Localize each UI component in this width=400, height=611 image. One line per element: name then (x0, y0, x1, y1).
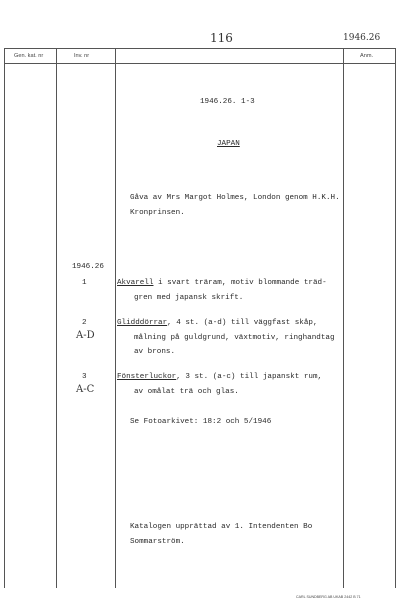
item-2-line-1 (117, 319, 318, 327)
item-2-line-1-rest: , 4 st. (a-d) till väggfast skåp, (167, 319, 318, 327)
column-divider-3 (343, 48, 344, 588)
heading-country: JAPAN (217, 140, 240, 148)
item-1-name: Akvarell (117, 279, 154, 287)
item-3-annotation: A-C (76, 384, 95, 395)
item-2-name: Glidddörrar (117, 319, 168, 327)
column-header-anm: Anm. (360, 53, 374, 59)
right-border-line (395, 48, 396, 588)
item-1-line-1-rest: i svart träram, motiv blommande träd- (153, 279, 327, 287)
printer-imprint: CARL SUNDBERG AB UKAB 2442 B 71 (296, 595, 361, 599)
item-1-number: 1 (82, 279, 87, 287)
item-3-number: 3 (82, 373, 87, 381)
photo-archive-reference: Se Fotoarkivet: 18:2 och 5/1946 (130, 418, 272, 426)
item-3-line-1 (117, 373, 322, 381)
item-3-line-1-rest: , 3 st. (a-c) till japanskt rum, (176, 373, 323, 381)
heading-number: 1946.26. 1-3 (200, 98, 255, 106)
gift-line-1: Gåva av Mrs Margot Holmes, London genom H.K.H. (130, 194, 340, 202)
item-2-line-2: målning på guldgrund, växtmotiv, ringhandtag (134, 334, 335, 342)
column-header-gen-kat: Gen. kat. nr (14, 53, 44, 59)
gift-line-2: Kronprinsen. (130, 209, 185, 217)
column-divider-1 (56, 48, 57, 588)
item-1-line-1 (117, 279, 327, 287)
item-3-name: Fönsterluckor (117, 373, 177, 381)
item-3-line-2: av omålat trä och glas. (134, 388, 239, 396)
catalog-note-line-2: Sommarström. (130, 538, 185, 546)
item-2-annotation: A-D (76, 330, 95, 341)
catalog-reference: 1946.26 (343, 33, 381, 43)
header-top-rule (4, 48, 395, 49)
left-border-line (4, 48, 5, 588)
inventory-group-number: 1946.26 (72, 263, 104, 271)
item-2-line-3: av brons. (134, 348, 176, 356)
page-number: 116 (210, 31, 233, 45)
item-1-line-2: gren med japansk skrift. (134, 294, 244, 302)
column-divider-2 (115, 48, 116, 588)
catalog-note-line-1: Katalogen upprättad av 1. Intendenten Bo (130, 523, 313, 531)
header-bottom-rule (4, 63, 395, 64)
item-2-number: 2 (82, 319, 87, 327)
column-header-inv: Inv. nr (74, 53, 90, 59)
